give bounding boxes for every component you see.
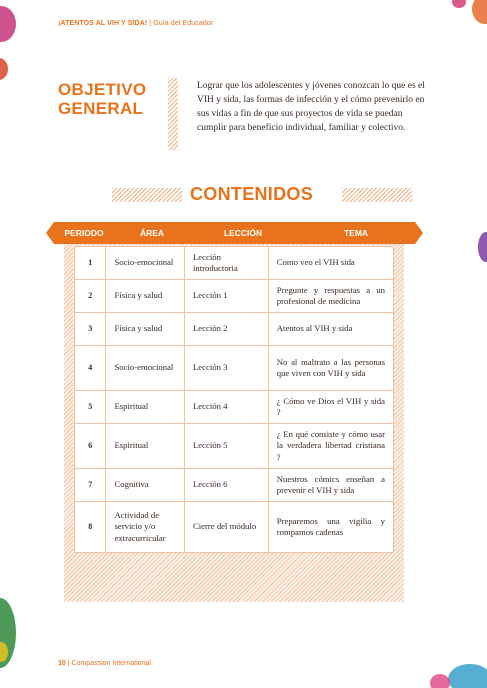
cell-area: Espiritual [106,391,184,424]
cell-leccion: Lección introductoria [184,247,268,280]
table-row [75,313,394,346]
cell-tema: Atentos al VIH y sida [268,313,393,346]
cell-area: Física y salud [106,280,184,313]
page-number: 10 [58,660,66,667]
cell-leccion: Lección 1 [184,280,268,313]
cell-tema: No al maltrato a las personas que viven con VIH y sida [268,346,393,391]
cell-area: Socio-emocional [106,346,184,391]
paint-splash-top-right-2 [452,0,466,8]
paint-splash-right-purple [478,232,487,262]
contents-table [54,222,415,543]
cell-tema: Como veo el VIH sida [268,247,393,280]
header-subtitle: Guía del Educador [153,20,214,27]
header-tema: TEMA [343,228,369,238]
table-row [75,247,394,280]
cell-leccion: Lección 4 [184,391,268,424]
objective-text: Lograr que los adolescentes y jóvenes conozcan lo que es el VIH y sida, las formas de infección y el cómo prevenirlo en sus vidas a fin de que sus proyectos de vida se puedan cumplir para beneficio individual, familiar y colectivo. [197,81,425,133]
table-row [75,424,394,469]
header-separator: | [149,20,152,27]
paint-splash-top-left [0,6,16,42]
header-title: ¡ATENTOS AL VIH Y SIDA! [58,20,148,27]
cell-area: Cognitiva [106,469,184,502]
table-grid [74,246,394,553]
footer-separator: | [67,660,70,667]
paint-splash-top-right [472,0,487,24]
table-row [75,391,394,424]
cell-periodo: 5 [75,391,106,424]
cell-tema: ¿ En qué consiste y cómo usar la verdadera libertad cristiana ? [268,424,393,469]
footer-org: Compassion International [71,660,151,667]
table-row [75,346,394,391]
header-leccion: LECCIÓN [223,228,263,238]
paint-splash-left-red [0,58,8,80]
objective-title-line2: GENERAL [58,99,144,118]
header-periodo: PERIODO [64,228,104,238]
cell-area: Física y salud [106,313,184,346]
cell-periodo: 3 [75,313,106,346]
cell-tema: Pregunte y respuestas a un profesional de medicina [268,280,393,313]
table-row [75,469,394,502]
cell-leccion: Lección 6 [184,469,268,502]
table-row [75,280,394,313]
contents-title: CONTENIDOS [190,184,314,204]
table-row [75,502,394,553]
cell-periodo: 1 [75,247,106,280]
paint-splash-bottom-right [448,664,487,688]
cell-tema: Nuestros cómics enseñan a prevenir el VIH y sida [268,469,393,502]
cell-leccion: Lección 2 [184,313,268,346]
cell-periodo: 6 [75,424,106,469]
cell-periodo: 2 [75,280,106,313]
cell-periodo: 7 [75,469,106,502]
table-body-background [64,244,404,602]
header-area: ÁREA [139,228,165,238]
cell-area: Socio-emocional [106,247,184,280]
page-footer [58,660,151,667]
page-header [58,20,213,27]
vertical-hatch-divider [168,78,178,150]
cell-leccion: Lección 5 [184,424,268,469]
cell-area: Espiritual [106,424,184,469]
header-ribbon-right [415,222,423,244]
header-ribbon-left [46,222,54,244]
hatch-right [342,188,412,202]
hatch-left [112,188,182,202]
cell-tema: ¿ Cómo ve Dios el VIH y sida ? [268,391,393,424]
cell-leccion: Cierre del módulo [184,502,268,553]
cell-periodo: 8 [75,502,106,553]
cell-tema: Preparemos una vigilia y rompamos cadenas [268,502,393,553]
cell-periodo: 4 [75,346,106,391]
table-header [54,222,415,244]
cell-area: Actividad de servicio y/o extracurricular [106,502,184,553]
cell-leccion: Lección 3 [184,346,268,391]
paint-splash-bottom-right-2 [430,674,450,688]
objective-title-line1: OBJETIVO [58,80,147,99]
